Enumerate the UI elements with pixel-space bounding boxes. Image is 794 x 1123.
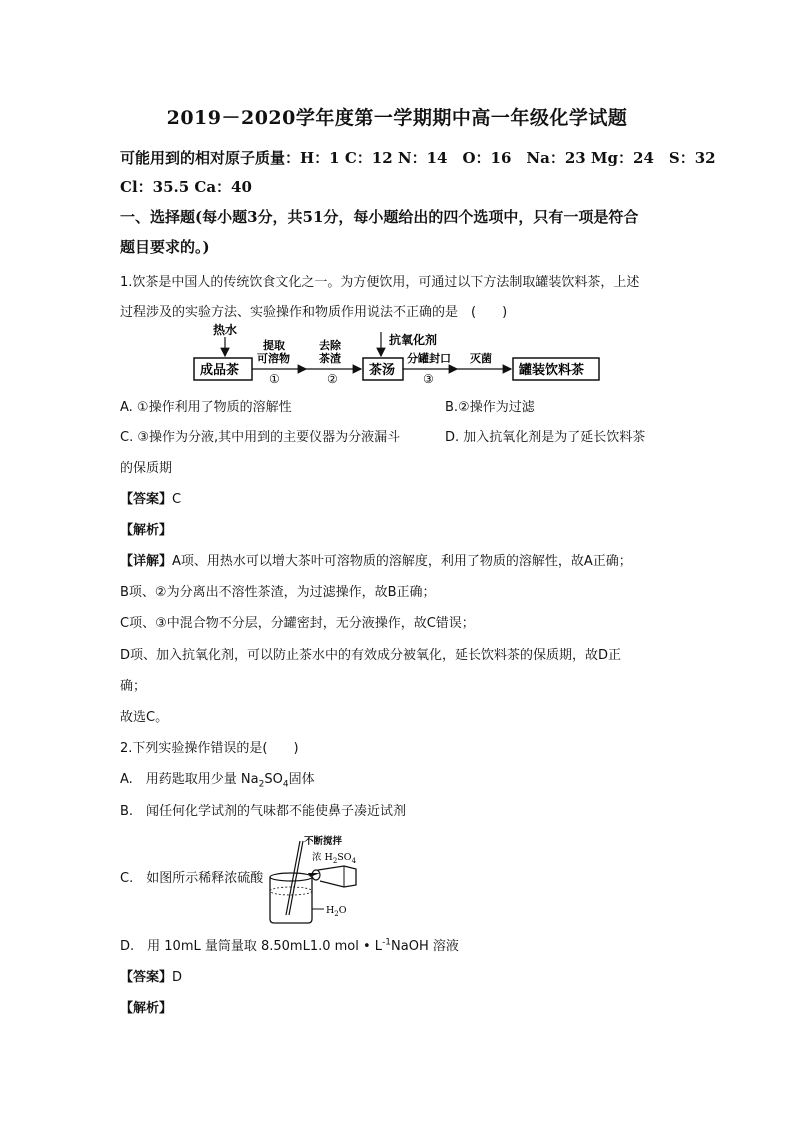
q1-diagram-hot-water: 热水 [213,323,238,337]
q2-diagram-stir-label: 不断搅拌 [304,836,343,847]
q1-diagram-step1-top2: 可溶物 [257,352,290,365]
q1-diagram-step3-num: ③ [423,372,434,384]
q2-diagram-acid-sub1: 2 [332,857,338,865]
q1-conclusion: 故选C。 [120,710,169,725]
q2-answer-value: D [172,970,183,985]
section-heading-line-1: 一、选择题(每小题3分，共51分，每小题给出的四个选项中，只有一项是符合 [120,208,639,226]
q2-option-b: B. 闻任何化学试剂的气味都不能使鼻子凑近试剂 [120,804,407,819]
q2-dilution-diagram [264,833,364,925]
q2-diagram-water-label [326,905,347,918]
q1-detail-label: 【详解】 [120,554,173,569]
section-heading-line-2: 题目要求的。) [120,238,210,256]
q2-option-a-sub2: 4 [282,779,289,790]
q2-option-a [120,768,680,790]
q1-answer [120,488,680,507]
q2-option-a-sub1: 2 [258,779,265,790]
q1-diagram-step1-num: ① [269,372,280,384]
q2-option-d-sup: -1 [382,937,392,948]
q2-option-a-mid: SO [264,772,283,787]
q1-diagram-box2-label: 茶汤 [369,363,396,378]
q2-option-a-prefix: A. 用药匙取用少量 Na [120,772,259,787]
q1-analysis-label: 【解析】 [120,523,173,538]
q1-stem-line-2: 过程涉及的实验方法、实验操作和物质作用说法不正确的是 ( ) [120,305,508,320]
q2-diagram-acid-label [312,851,357,865]
q2-diagram-water-prefix: H [326,905,335,916]
q1-answer-value: C [172,492,182,507]
q2-diagram-acid-sub2: 4 [351,857,357,865]
q1-option-d-line-1: D. 加入抗氧化剂是为了延长饮料茶 [445,430,646,445]
q2-answer-label: 【答案】 [120,970,173,985]
q1-option-a: A. ①操作利用了物质的溶解性 [120,400,292,415]
q1-detail-line-3: C项、③中混合物不分层，分罐密封，无分液操作，故C错误； [120,616,475,631]
q1-stem-line-1: 1.饮茶是中国人的传统饮食文化之一。为方便饮用，可通过以下方法制取罐装饮料茶，上述 [120,275,640,290]
q2-diagram-acid-mid: SO [337,852,352,863]
q1-diagram-step2-num: ② [327,372,338,384]
q1-diagram-step4-top: 灭菌 [470,352,492,365]
q1-diagram-box3-label: 罐装饮料茶 [519,363,585,378]
q2-option-d-prefix: D. 用 10mL 量筒量取 8.50mL1.0 mol • L [120,939,383,954]
q1-option-b: B.②操作为过滤 [445,400,535,415]
q1-process-diagram [185,322,605,384]
q1-detail-line-1 [120,550,680,569]
q1-option-d-line-2: 的保质期 [120,461,173,476]
page-title: 2019－2020学年度第一学期期中高一年级化学试题 [166,107,628,129]
q2-option-d-suffix: NaOH 溶液 [391,939,459,954]
q1-diagram-step3-top: 分罐封口 [407,352,451,365]
q1-diagram-step1-top1: 提取 [263,339,285,352]
q2-diagram-water-suffix: O [338,905,347,916]
q2-answer [120,966,680,985]
q1-diagram-box1-label: 成品茶 [200,363,240,378]
q2-diagram-acid-prefix: 浓 H [312,852,333,863]
atomic-mass-line-1: 可能用到的相对原子质量：H：1 C：12 N：14 O：16 Na：23 Mg：24 S：32 [120,149,716,167]
q1-answer-label: 【答案】 [120,492,173,507]
q1-diagram-step2-top2: 茶渣 [319,352,341,365]
q1-detail-line-5: 确； [120,679,147,694]
q1-diagram-antioxidant: 抗氧化剂 [389,333,438,347]
q2-diagram-water-sub: 2 [334,910,339,918]
q1-detail-text-1: A项、用热水可以增大茶叶可溶物质的溶解度，利用了物质的溶解性，故A正确； [172,554,632,569]
q1-diagram-step2-top1: 去除 [319,339,341,352]
q2-option-a-suffix: 固体 [288,772,315,787]
q1-detail-line-4: D项、加入抗氧化剂，可以防止茶水中的有效成分被氧化，延长饮料茶的保质期，故D正 [120,648,622,663]
atomic-mass-line-2: Cl：35.5 Ca：40 [120,178,252,196]
q2-option-d [120,935,680,954]
q1-detail-line-2: B项、②为分离出不溶性茶渣，为过滤操作，故B正确； [120,585,436,600]
q2-stem: 2.下列实验操作错误的是( ) [120,741,299,756]
q2-option-c: C. 如图所示稀释浓硫酸 [120,871,264,886]
q1-option-c: C. ③操作为分液,其中用到的主要仪器为分液漏斗 [120,430,401,445]
q2-analysis-label: 【解析】 [120,1001,173,1016]
